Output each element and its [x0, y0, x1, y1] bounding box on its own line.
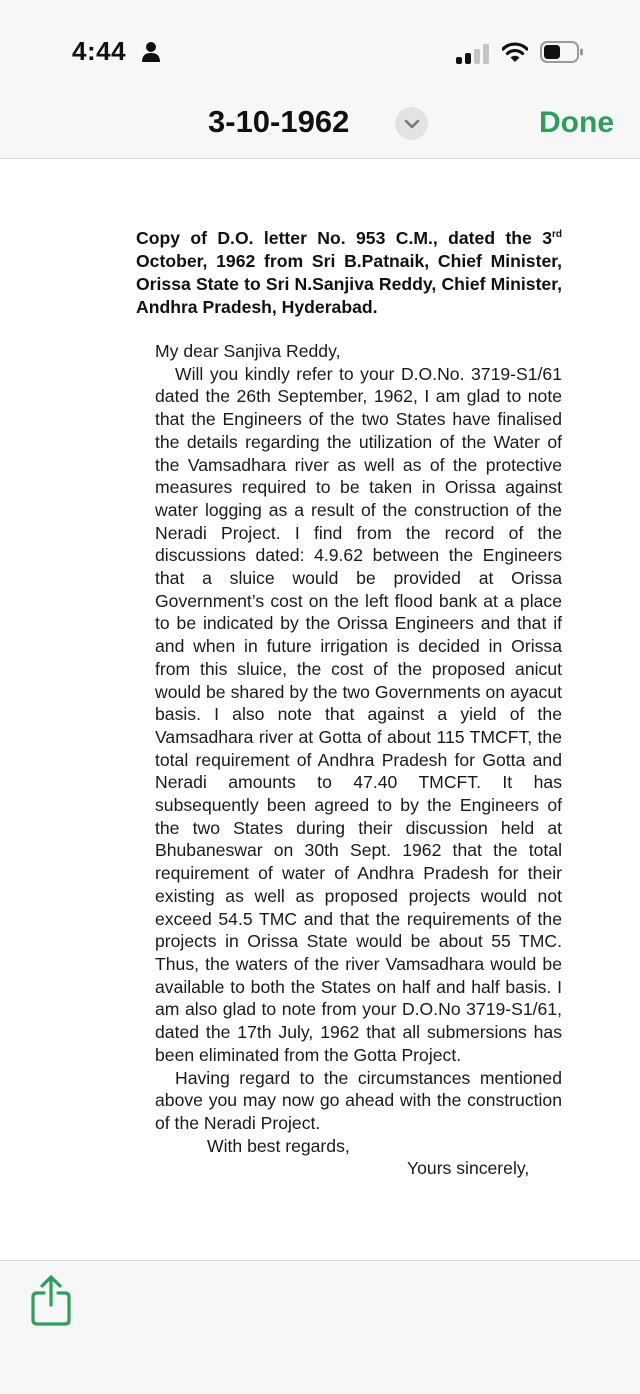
- body-paragraph-1: Will you kindly refer to your D.O.No. 3719-S1/61 dated the 26th September, 1962, I am glad to note that the Engineers of the two States have finalised the details regarding the utilization of the Water of the Vamsadhara river as well as of the protective measures required to be taken in Orissa against water logging as a result of the construction of the Neradi Project. I find from the record of the discussions dated: 4.9.62 between the Engineers that a sluice would be provided at Orissa Government’s cost on the left flood bank at a place to be indicated by the Orissa Engineers and that if and when in future irrigation is decided in Orissa from this sluice, the cost of the proposed anicut would be shared by the two Governments on ayacut basis. I also note that against a yield of the Vamsadhara river at Gotta of about 115 TMCFT, the total requirement of Andhra Pradesh for Gotta and Neradi amounts to 47.40 TMCFT. It has subsequently been agreed to by the Engineers of the two States during their discussion held at Bhubaneswar on 30th Sept. 1962 that the total requirement of water of Andhra Pradesh for their existing as well as proposed projects would not exceed 54.5 TMC and that the requirements of the projects in Orissa State would be about 55 TMC. Thus, the waters of the river Vamsadhara would be available to both the States on half and half basis. I am also glad to note from your D.O.No 3719-S1/61, dated the 17th July, 1962 that all submersions has been eliminated from the Gotta Project.: [155, 363, 562, 1065]
- wifi-icon: [502, 41, 528, 63]
- title-menu-button[interactable]: [395, 107, 428, 140]
- signoff-line: Yours sincerely,: [407, 1158, 530, 1179]
- document-viewer[interactable]: [0, 159, 640, 1260]
- closing-line: With best regards,: [207, 1135, 350, 1156]
- heading-prefix: Copy of D.O. letter No. 953 C.M., dated the 3: [136, 228, 552, 248]
- chevron-down-icon: [404, 119, 420, 129]
- status-bar: [0, 0, 640, 100]
- navigation-bar: [0, 100, 640, 159]
- battery-icon: [540, 41, 584, 63]
- cellular-signal-icon: [456, 44, 490, 64]
- status-time: 4:44: [72, 36, 127, 66]
- document-title[interactable]: 3-10-1962: [208, 104, 350, 139]
- done-button[interactable]: Done: [539, 106, 614, 139]
- heading-superscript: rd: [552, 229, 562, 240]
- salutation: My dear Sanjiva Reddy,: [155, 341, 341, 361]
- letter-heading: [136, 227, 562, 319]
- heading-suffix: October, 1962 from Sri B.Patnaik, Chief Minister, Orissa State to Sri N.Sanjiva Reddy, Chief Minister, Andhra Pradesh, Hyderabad.: [136, 251, 562, 317]
- share-icon[interactable]: [28, 1273, 74, 1329]
- bottom-toolbar: [0, 1260, 640, 1394]
- body-paragraph-2: Having regard to the circumstances mentioned above you may now go ahead with the construction of the Neradi Project.: [155, 1067, 562, 1133]
- letter-body: [155, 340, 562, 1180]
- person-icon: [142, 41, 160, 63]
